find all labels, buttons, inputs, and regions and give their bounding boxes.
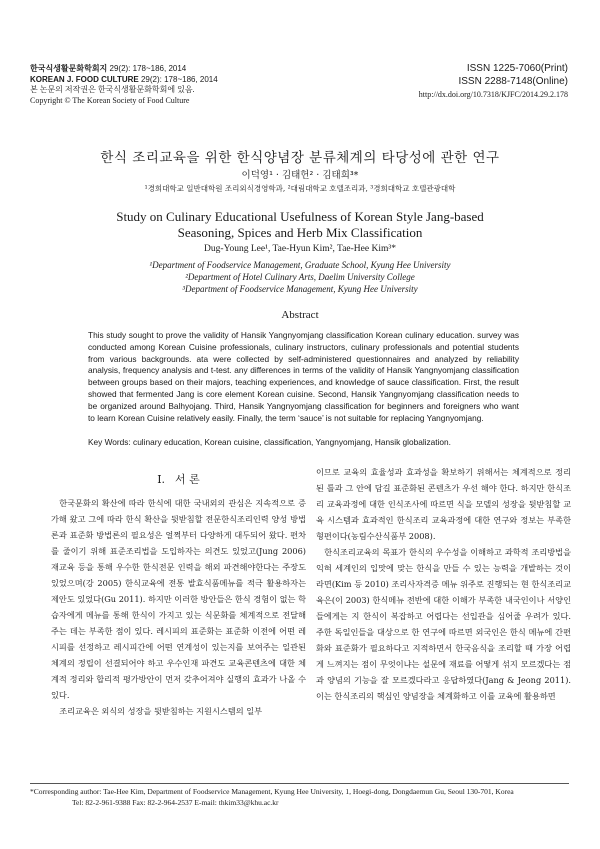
keywords-text: culinary education, Korean cuisine, classification, Yangnyomjang, Hansik globalization.	[130, 437, 451, 447]
footnote-line: *Corresponding author: Tae-Hee Kim, Department of Foodservice Management, Kyung Hee University, 1, Hoegi-dong, Dongdaemun Gu, Seoul 130-701, Korea	[30, 787, 514, 796]
issn-block	[419, 62, 568, 101]
affiliation-item: ¹Department of Foodservice Management, Graduate School, Kyung Hee University	[149, 260, 451, 270]
journal-name-ko: 한국식생활문화학회지	[30, 64, 108, 73]
journal-name-en: KOREAN J. FOOD CULTURE	[30, 74, 139, 84]
section-heading	[51, 471, 306, 487]
authors-en: Dug-Young Lee¹, Tae-Hyun Kim², Tae-Hee Kim³*	[204, 244, 396, 254]
body-paragraph: 이므로 교육의 효율성과 효과성을 확보하기 위해서는 체계적으로 정리된 틀과 그 안에 담길 표준화된 콘텐츠가 우선 해야 한다. 하지만 한식조리 교육과정에 대한 인식조사에 따르면 식을 모델의 성장을 뒷받침할 교육 시스템과 효과적인 한식조리 교육과정에 대한 연구와 정보는 부족한 형편이다(농림수산식품부 2008).	[316, 467, 571, 541]
paper-title-ko: 한식 조리교육을 위한 한식양념장 분류체계의 타당성에 관한 연구	[100, 150, 500, 166]
title-en-line: Study on Culinary Educational Usefulness of Korean Style Jang-based	[116, 209, 484, 224]
body-paragraph: 한식조리교육의 목표가 한식의 우수성을 이해하고 과학적 조리방법을 익혀 세계인의 입맛에 맞는 한식을 만들 수 있는 능력을 개발하는 것이라면(Kim 등 2010) 조리사자격증 메뉴 위주로 진행되는 현 한식조리교육은(이 2003) 한식메뉴 전반에 대한 이해가 부족한 내국인이나 서양인들에게는 지 한식이 복잡하고 어렵다는 선입관을 심어줄 우려가 있다. 주한 독일인들을 대상으로 한 연구에 따르면 외국인은 한식 메뉴에 간편화와 표준화가 필요하다고 지적하면서 한국음식을 조리할 때 가장 어렵게 느껴지는 점이 무엇이냐는 설문에 재료를 어떻게 섞지 모르겠다는 점과 양념의 기능을 잘 모르겠다라고 응답하였다(Jang & Jeong 2011). 이는 한식조리의 핵심인 양념장을 체계화하고 이를 교육에 활용하면	[316, 547, 571, 701]
keywords	[88, 437, 519, 447]
abstract-heading: Abstract	[281, 309, 319, 321]
copyright-ko: 본 논문의 저작권은 한국식생활문화학회에 있음.	[30, 85, 195, 94]
section-number: I.	[157, 473, 166, 486]
footnote-divider	[30, 783, 569, 784]
body-paragraph: 조리교육은 외식의 성장을 뒷받침하는 지원시스템의 일부	[59, 706, 263, 716]
affiliations-en	[0, 259, 600, 295]
journal-issue-en: 29(2): 178~186, 2014	[138, 74, 218, 84]
title-en-line: Seasoning, Spices and Herb Mix Classification	[177, 225, 423, 240]
abstract-text: This study sought to prove the validity of Hansik Yangnyomjang classification Korean culinary education. survey was conducted among Korean Cuisine professionals, culinary instructors, culinary professionals and potential students from various backgrounds. ata were collected by self-administered questionnaires and analyzed by reliability analysis, frequency analysis and t-test. any differences in terms of the validity of Hansik Yangnyomjang classification between groups based on their majors, teaching experiences, and knowledge of sauce classification. First, the result showed that fermented Jang is core element Korean cuisine. Second, Hansik Yangnyomjang classification needs to be organized around Balhyojang. Third, Hansik Yangnyomjang classification for beginners and foreigners who want to learn Korean Cuisine relatively easily. Finally, the term ‘sauce’ is not suitable for replacing Yangnyomjang.	[88, 330, 519, 423]
doi-link[interactable]: http://dx.doi.org/10.7318/KJFC/2014.29.2.178	[418, 90, 568, 99]
affiliation-item: ³Department of Foodservice Management, Kyung Hee University	[182, 284, 418, 294]
paper-title-en	[0, 209, 600, 241]
journal-header	[30, 64, 218, 106]
affiliation-item: ²Department of Hotel Culinary Arts, Daelim University College	[185, 272, 415, 282]
body-column-right	[316, 464, 571, 704]
copyright-en: Copyright © The Korean Society of Food Culture	[30, 95, 190, 105]
journal-issue-ko: 29(2): 178~186, 2014	[107, 64, 187, 73]
issn-online: ISSN 2288-7148(Online)	[458, 76, 568, 87]
footnote-line: Tel: 82-2-961-9388 Fax: 82-2-964-2537 E-mail: thkim33@khu.ac.kr	[72, 797, 279, 807]
body-column-left	[51, 495, 306, 719]
affiliations-ko: ¹경희대학교 일반대학원 조리외식경영학과, ²대림대학교 호텔조리과, ³경희대학교 호텔관광대학	[144, 184, 456, 193]
authors-ko: 이덕영¹ · 김태헌² · 김태희³*	[241, 170, 359, 181]
body-paragraph: 한국문화의 확산에 따라 한식에 대한 국내외의 관심은 지속적으로 증가해 왔고 그에 따라 한식 확산을 뒷받침할 전문한식조리인력 양성 방법론과 표준화 방법론의 필요성은 얼쩍부터 다양하게 대두되어 왔다. 편차를 줄이기 위해 표준조리법을 도입하자는 의견도 있었고(Jung 2006) 재교육 등을 통해 우수한 한식전문 인력을 해외 파견해야한다는 주장도 있었으며(강 2005) 한식교육에 전통 발효식품메뉴를 적극 활용하자는 제안도 있었다(Gu 2011). 하지만 이러한 방안들은 한식 경험이 없는 학습자에게 메뉴를 통해 한식이 가지고 있는 식문화를 체계적으로 전달해 주는 데는 부족한 점이 있다. 레시피의 표준화는 표준화 이전에 어떤 레시피를 선정하고 레시피간에 어떤 연계성이 있는지를 보여주는 일관된 체계의 정립이 선결되어야 하고 우수인재 파견도 교육콘텐츠에 대한 체계적 정리와 합리적 평가방안이 먼저 갖추어져야 실행의 효과가 나올 수 있다.	[51, 498, 306, 700]
section-title: 서 론	[175, 473, 200, 486]
issn-print: ISSN 1225-7060(Print)	[466, 63, 568, 74]
footnote	[30, 787, 570, 808]
keywords-label: Key Words:	[88, 437, 131, 447]
